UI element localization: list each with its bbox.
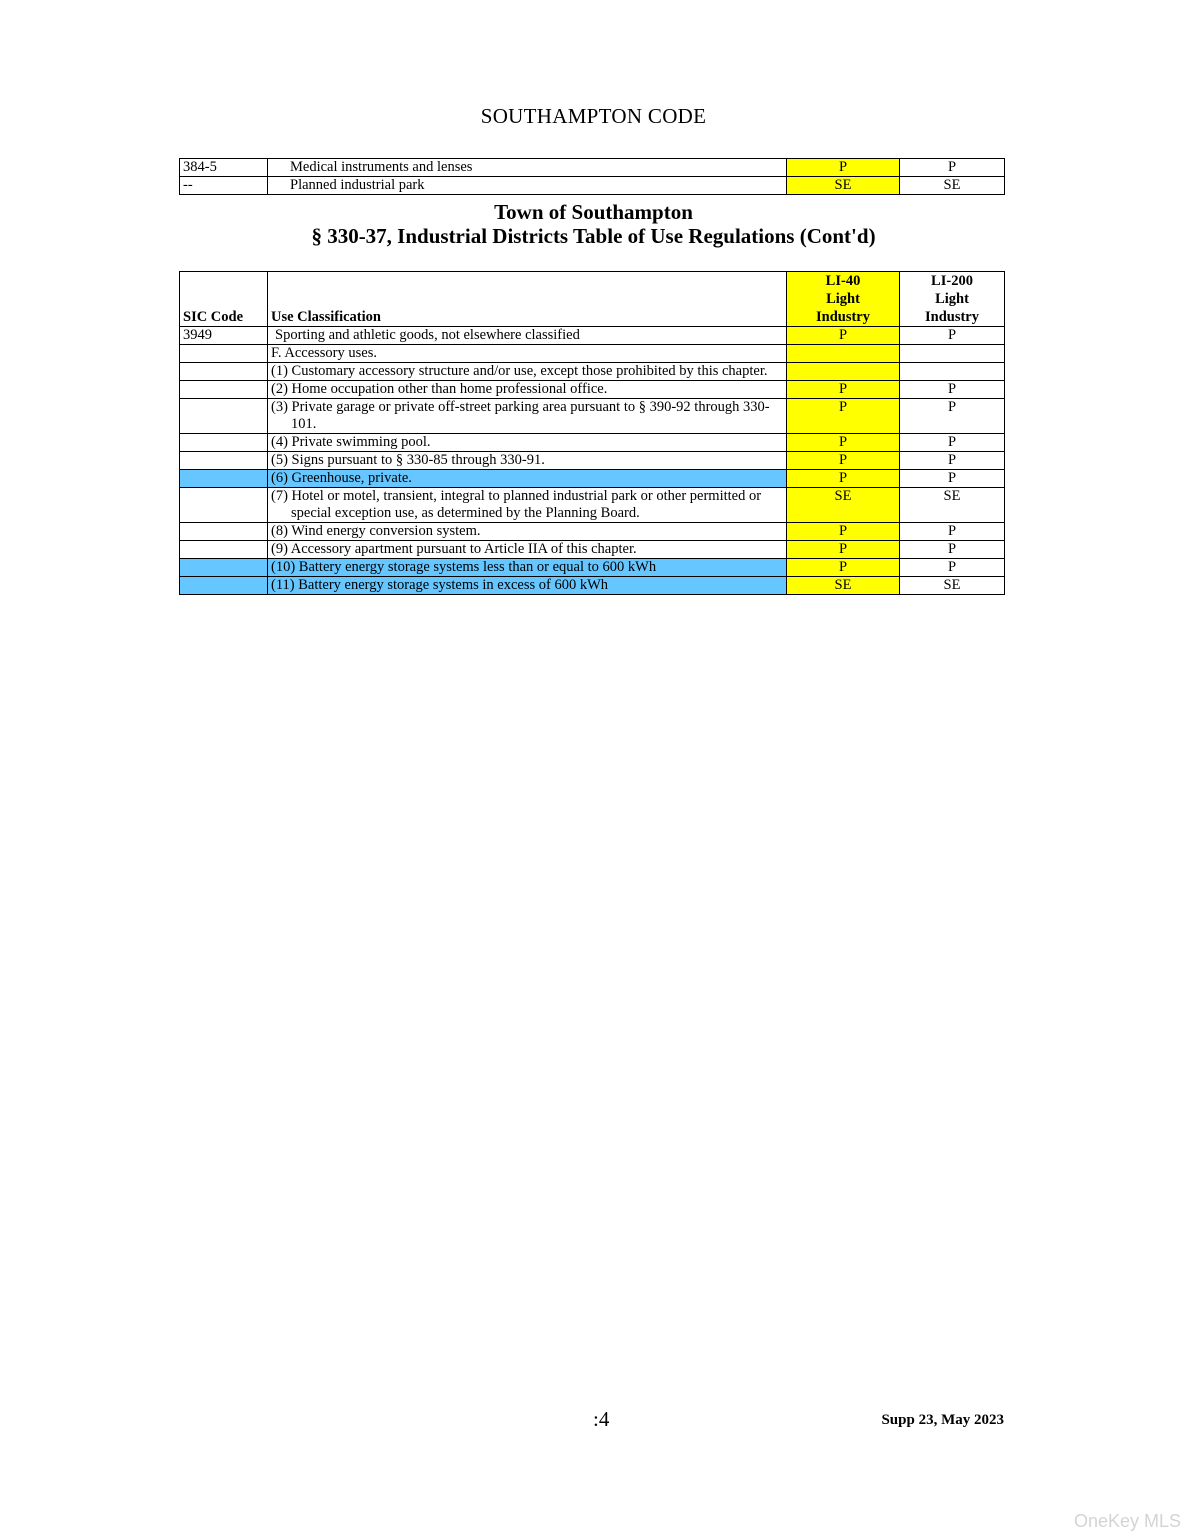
header-li200-line: LI-200 (931, 273, 973, 289)
table-row (180, 541, 1005, 559)
sic-code-cell (180, 559, 268, 577)
header-li200 (900, 272, 1005, 327)
sic-code-cell (180, 399, 268, 434)
watermark: OneKey MLS (1073, 1511, 1181, 1531)
sic-code-cell (180, 434, 268, 452)
header-li200-line: Industry (925, 309, 979, 325)
li40-cell: P (787, 159, 900, 177)
header-sic-code: SIC Code (180, 272, 268, 327)
li200-cell: SE (900, 177, 1005, 195)
document-title: Town of Southampton (494, 200, 693, 224)
page-number: :4 (593, 1407, 610, 1431)
use-regulations-table (179, 271, 1005, 595)
header-use-classification: Use Classification (268, 272, 787, 327)
sic-code-cell: 3949 (180, 327, 268, 345)
table-row (180, 327, 1005, 345)
header-li40-line: Light (826, 291, 860, 307)
use-classification-cell: (9) Accessory apartment pursuant to Article IIA of this chapter. (268, 541, 787, 559)
table-row (180, 470, 1005, 488)
table-row (180, 452, 1005, 470)
li40-cell (787, 345, 900, 363)
table-row (180, 345, 1005, 363)
use-classification-cell: (11) Battery energy storage systems in excess of 600 kWh (268, 577, 787, 595)
sic-code-cell (180, 345, 268, 363)
use-classification-cell: (3) Private garage or private off-street parking area pursuant to § 390-92 through 330-101. (268, 399, 787, 434)
li200-cell: P (900, 434, 1005, 452)
li200-cell: SE (900, 488, 1005, 523)
table-row (180, 381, 1005, 399)
table-row (180, 399, 1005, 434)
li40-cell: P (787, 399, 900, 434)
table-row (180, 363, 1005, 381)
table-row (180, 177, 1005, 195)
sic-code-cell (180, 541, 268, 559)
li200-cell: P (900, 470, 1005, 488)
table-row (180, 488, 1005, 523)
header-li40-line: LI-40 (825, 273, 861, 289)
li200-cell: SE (900, 577, 1005, 595)
sic-code-cell (180, 488, 268, 523)
use-classification-cell: F. Accessory uses. (268, 345, 787, 363)
sic-code-cell (180, 577, 268, 595)
li200-cell: P (900, 452, 1005, 470)
sic-code-cell (180, 523, 268, 541)
li40-cell: P (787, 523, 900, 541)
table-row (180, 434, 1005, 452)
use-classification-cell: (6) Greenhouse, private. (268, 470, 787, 488)
table-row (180, 559, 1005, 577)
header-li40-line: Industry (816, 309, 870, 325)
use-classification-cell: Medical instruments and lenses (268, 159, 787, 177)
li40-cell: SE (787, 577, 900, 595)
top-continuation-table (179, 158, 1005, 195)
table-row (180, 523, 1005, 541)
li200-cell (900, 363, 1005, 381)
use-classification-cell: (2) Home occupation other than home professional office. (268, 381, 787, 399)
table-row (180, 159, 1005, 177)
page-header: SOUTHAMPTON CODE (480, 104, 707, 128)
li40-cell: P (787, 559, 900, 577)
li200-cell: P (900, 523, 1005, 541)
table-header-row (180, 272, 1005, 327)
use-classification-cell: (5) Signs pursuant to § 330-85 through 330-91. (268, 452, 787, 470)
li40-cell (787, 363, 900, 381)
li200-cell: P (900, 381, 1005, 399)
li40-cell: P (787, 327, 900, 345)
supplement-date: Supp 23, May 2023 (881, 1412, 1004, 1428)
sic-code-cell: 384-5 (180, 159, 268, 177)
sic-code-cell (180, 381, 268, 399)
li200-cell: P (900, 327, 1005, 345)
sic-code-cell: -- (180, 177, 268, 195)
sic-code-cell (180, 470, 268, 488)
li40-cell: P (787, 452, 900, 470)
document-subtitle: § 330-37, Industrial Districts Table of Use Regulations (Cont'd) (311, 224, 876, 248)
use-classification-cell: Planned industrial park (268, 177, 787, 195)
li40-cell: P (787, 381, 900, 399)
use-classification-cell: (10) Battery energy storage systems less than or equal to 600 kWh (268, 559, 787, 577)
header-li40 (787, 272, 900, 327)
li200-cell: P (900, 399, 1005, 434)
sic-code-cell (180, 363, 268, 381)
li40-cell: P (787, 434, 900, 452)
sic-code-cell (180, 452, 268, 470)
use-classification-cell: (7) Hotel or motel, transient, integral to planned industrial park or other permitted or special exception use, as determined by the Planning Board. (268, 488, 787, 523)
use-classification-cell: (8) Wind energy conversion system. (268, 523, 787, 541)
li200-cell: P (900, 559, 1005, 577)
use-classification-cell: (4) Private swimming pool. (268, 434, 787, 452)
li40-cell: P (787, 470, 900, 488)
li200-cell: P (900, 541, 1005, 559)
li40-cell: P (787, 541, 900, 559)
li200-cell: P (900, 159, 1005, 177)
li40-cell: SE (787, 488, 900, 523)
use-classification-cell: (1) Customary accessory structure and/or use, except those prohibited by this chapter. (268, 363, 787, 381)
use-classification-cell: Sporting and athletic goods, not elsewhere classified (268, 327, 787, 345)
li200-cell (900, 345, 1005, 363)
li40-cell: SE (787, 177, 900, 195)
table-row (180, 577, 1005, 595)
header-li200-line: Light (935, 291, 969, 307)
